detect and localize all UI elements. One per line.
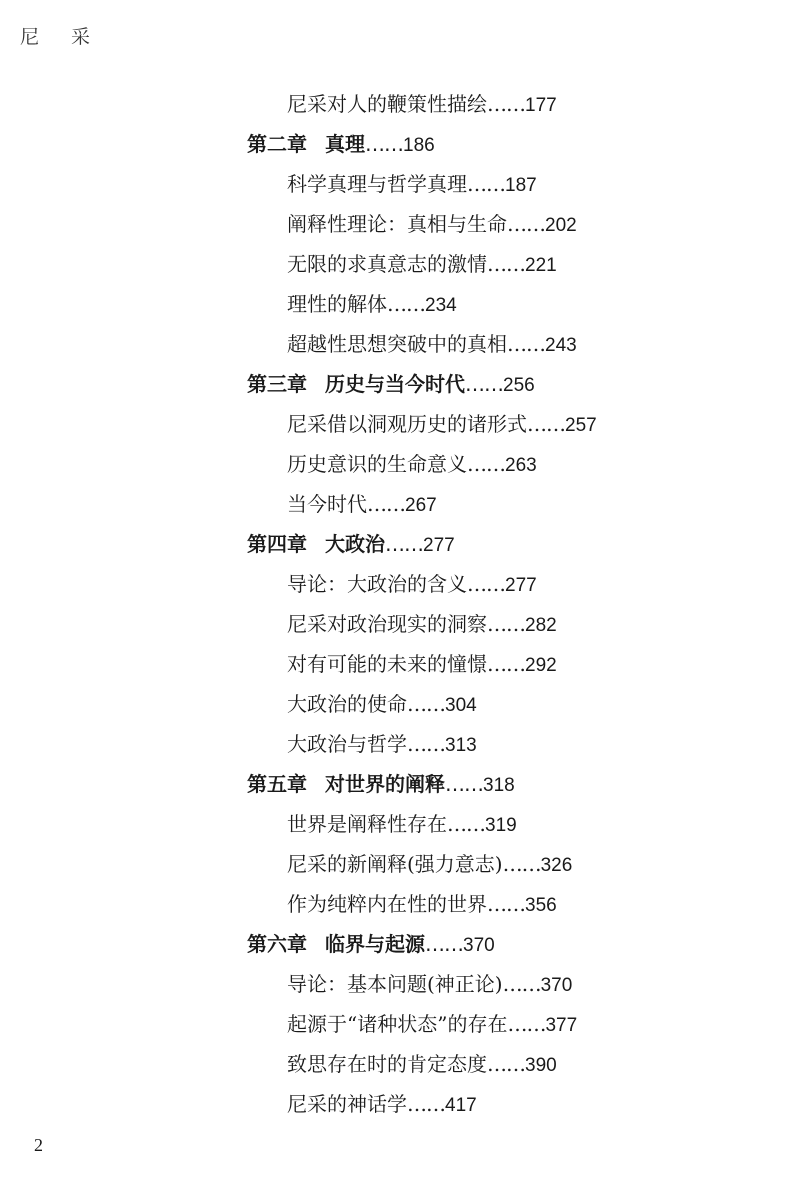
- toc-page-number: 319: [485, 815, 517, 836]
- toc-page-number: 377: [545, 1015, 578, 1036]
- section-title: 当今时代: [287, 492, 367, 516]
- toc-page-number: 282: [525, 615, 557, 636]
- toc-section-entry: [0, 324, 790, 364]
- toc-page-number: 243: [545, 335, 577, 356]
- chapter-number: 第二章: [247, 132, 307, 156]
- dot-leader: ……: [502, 972, 541, 996]
- section-title: 科学真理与哲学真理: [287, 172, 467, 196]
- dot-leader: ……: [507, 332, 545, 356]
- dot-leader: ……: [487, 612, 525, 636]
- chapter-title: 临界与起源: [325, 932, 425, 956]
- toc-page-number: 256: [503, 375, 535, 396]
- toc-section-entry: [0, 1084, 790, 1124]
- toc-chapter-entry: [0, 924, 790, 964]
- section-title: 尼采对政治现实的洞察: [287, 612, 487, 636]
- toc-page-number: 356: [525, 895, 557, 916]
- toc-chapter-entry: [0, 524, 790, 564]
- toc-chapter-entry: [0, 364, 790, 404]
- toc-section-entry: [0, 564, 790, 604]
- dot-leader: ……: [467, 452, 505, 476]
- toc-page-number: 277: [505, 575, 537, 596]
- dot-leader: ……: [502, 852, 541, 876]
- toc-section-entry: [0, 284, 790, 324]
- chapter-title: 对世界的阐释: [325, 772, 445, 796]
- section-title: 致思存在时的肯定态度: [287, 1052, 487, 1076]
- section-title: 尼采的新阐释(强力意志): [287, 852, 503, 876]
- toc-section-entry: [0, 1004, 790, 1044]
- table-of-contents: [0, 84, 790, 1124]
- toc-page-number: 417: [445, 1095, 477, 1116]
- dot-leader: ……: [385, 532, 423, 556]
- dot-leader: ……: [467, 572, 505, 596]
- toc-page-number: 390: [525, 1055, 557, 1076]
- section-title: 导论：基本问题(神正论): [287, 972, 503, 996]
- toc-section-entry: [0, 644, 790, 684]
- section-title: 历史意识的生命意义: [287, 452, 467, 476]
- dot-leader: ……: [507, 1012, 546, 1036]
- toc-section-entry: [0, 844, 790, 884]
- section-title: 阐释性理论：真相与生命: [287, 212, 507, 236]
- section-title: 大政治的使命: [287, 692, 407, 716]
- toc-section-entry: [0, 964, 790, 1004]
- toc-page-number: 221: [525, 255, 557, 276]
- dot-leader: ……: [447, 812, 485, 836]
- dot-leader: ……: [487, 92, 525, 116]
- section-title: 尼采借以洞观历史的诸形式: [287, 412, 527, 436]
- toc-page-number: 263: [505, 455, 537, 476]
- toc-page-number: 292: [525, 655, 557, 676]
- toc-section-entry: [0, 684, 790, 724]
- toc-page-number: 370: [463, 935, 495, 956]
- chapter-number: 第三章: [247, 372, 307, 396]
- running-head: 尼 采: [20, 26, 104, 48]
- dot-leader: ……: [487, 1052, 525, 1076]
- toc-page-number: 186: [403, 135, 435, 156]
- dot-leader: ……: [425, 932, 463, 956]
- dot-leader: ……: [507, 212, 545, 236]
- dot-leader: ……: [467, 172, 505, 196]
- toc-section-entry: [0, 164, 790, 204]
- dot-leader: ……: [487, 252, 525, 276]
- toc-page-number: 326: [540, 855, 573, 876]
- toc-chapter-entry: [0, 764, 790, 804]
- toc-page-number: 277: [423, 535, 455, 556]
- toc-section-entry: [0, 604, 790, 644]
- section-title: 大政治与哲学: [287, 732, 407, 756]
- section-title: 无限的求真意志的激情: [287, 252, 487, 276]
- toc-section-entry: [0, 1044, 790, 1084]
- section-title: 导论：大政治的含义: [287, 572, 467, 596]
- chapter-number: 第五章: [247, 772, 307, 796]
- toc-page-number: 187: [505, 175, 537, 196]
- toc-page-number: 318: [483, 775, 515, 796]
- toc-section-entry: [0, 244, 790, 284]
- dot-leader: ……: [387, 292, 425, 316]
- toc-page-number: 370: [540, 975, 573, 996]
- chapter-number: 第六章: [247, 932, 307, 956]
- section-title: 理性的解体: [287, 292, 387, 316]
- toc-page-number: 202: [545, 215, 577, 236]
- section-title: 尼采的神话学: [287, 1092, 407, 1116]
- toc-chapter-entry: [0, 124, 790, 164]
- toc-section-entry: [0, 804, 790, 844]
- dot-leader: ……: [487, 652, 525, 676]
- dot-leader: ……: [527, 412, 565, 436]
- section-title: 起源于“诸种状态”的存在: [287, 1012, 508, 1036]
- toc-section-entry: [0, 204, 790, 244]
- toc-page-number: 234: [425, 295, 457, 316]
- toc-page-number: 313: [445, 735, 477, 756]
- section-title: 世界是阐释性存在: [287, 812, 447, 836]
- chapter-title: 历史与当今时代: [325, 372, 465, 396]
- chapter-title: 大政治: [325, 532, 385, 556]
- dot-leader: ……: [465, 372, 503, 396]
- dot-leader: ……: [487, 892, 525, 916]
- toc-section-entry: [0, 724, 790, 764]
- dot-leader: ……: [407, 1092, 445, 1116]
- toc-page-number: 257: [565, 415, 597, 436]
- section-title: 对有可能的未来的憧憬: [287, 652, 487, 676]
- toc-section-entry: [0, 404, 790, 444]
- section-title: 作为纯粹内在性的世界: [287, 892, 487, 916]
- section-title: 尼采对人的鞭策性描绘: [287, 92, 487, 116]
- dot-leader: ……: [445, 772, 483, 796]
- toc-page-number: 304: [445, 695, 477, 716]
- dot-leader: ……: [407, 732, 445, 756]
- dot-leader: ……: [365, 132, 403, 156]
- toc-section-entry: [0, 84, 790, 124]
- dot-leader: ……: [367, 492, 405, 516]
- chapter-number: 第四章: [247, 532, 307, 556]
- toc-section-entry: [0, 444, 790, 484]
- page-number: 2: [34, 1135, 43, 1155]
- dot-leader: ……: [407, 692, 445, 716]
- chapter-title: 真理: [325, 132, 365, 156]
- toc-page-number: 267: [405, 495, 437, 516]
- toc-section-entry: [0, 484, 790, 524]
- toc-page-number: 177: [525, 95, 557, 116]
- section-title: 超越性思想突破中的真相: [287, 332, 507, 356]
- toc-section-entry: [0, 884, 790, 924]
